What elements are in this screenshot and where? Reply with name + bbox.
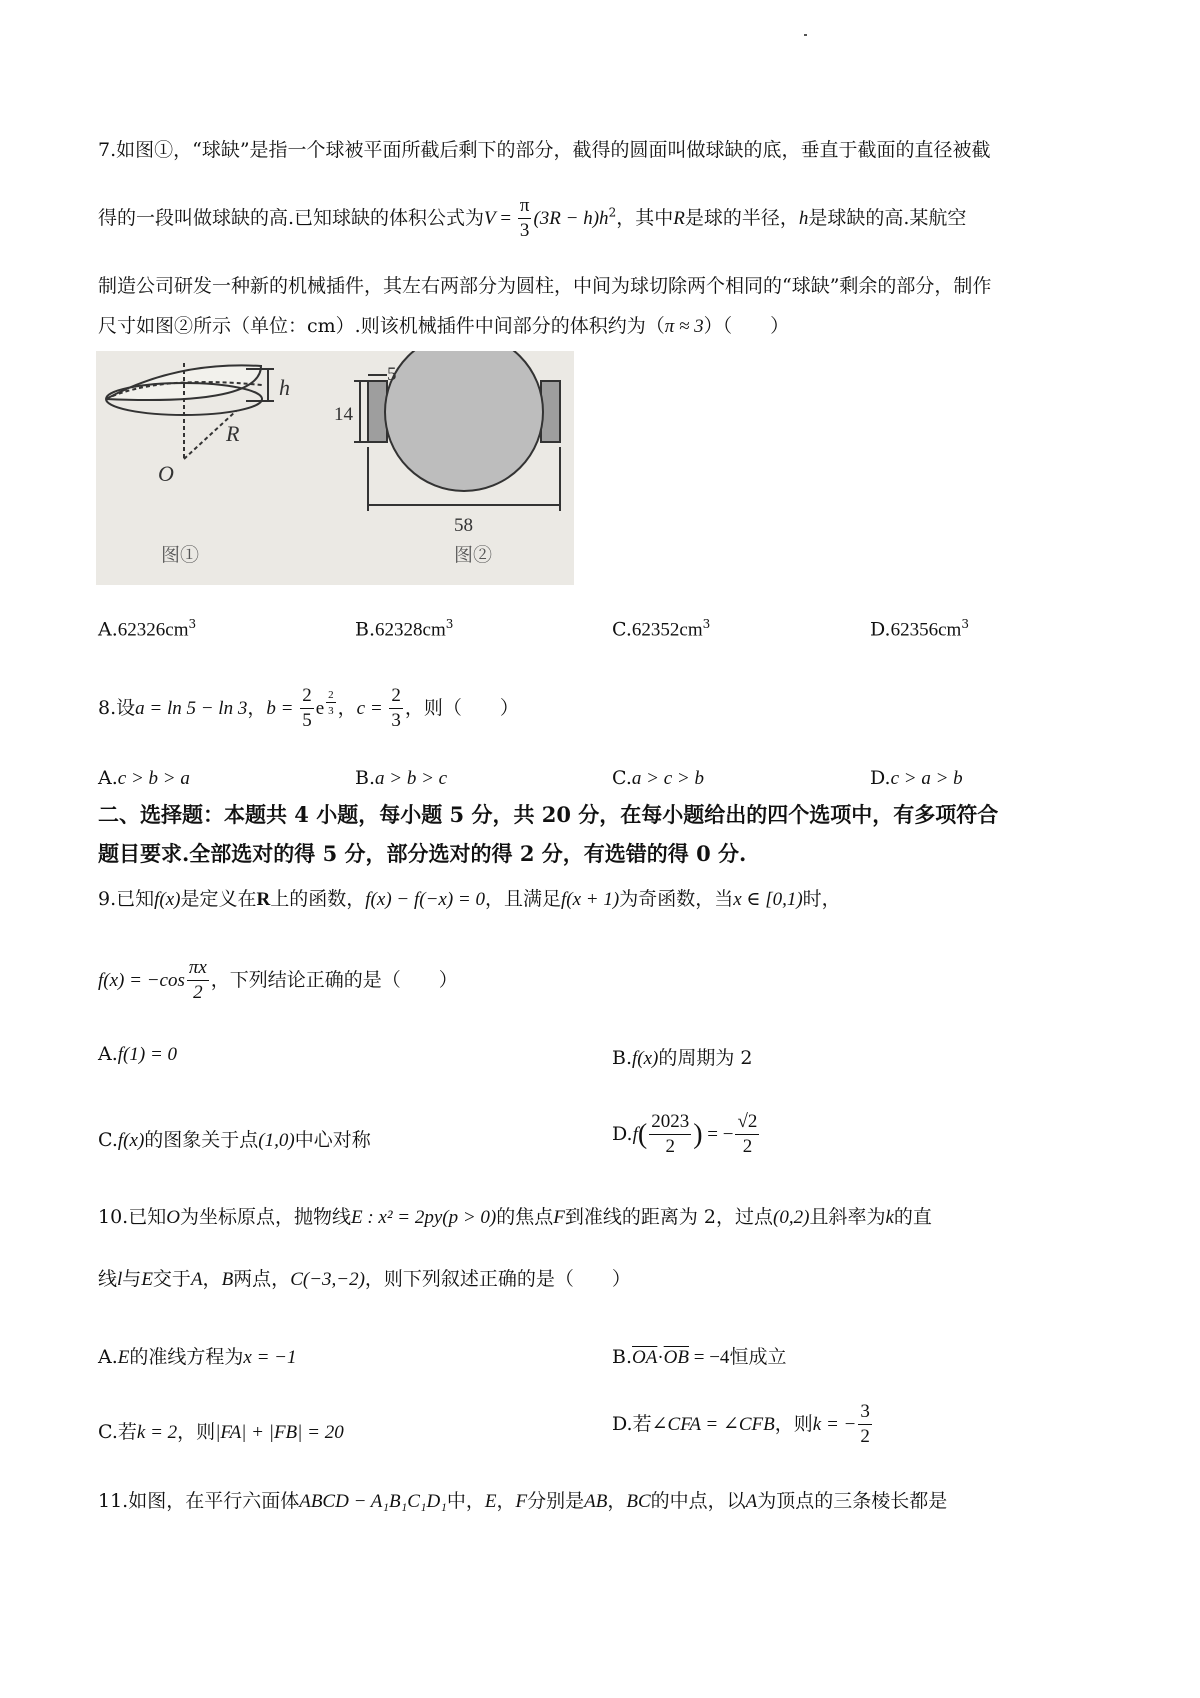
- section-2-heading-line-1: 二、选择题：本题共 4 小题，每小题 5 分，共 20 分，在每小题给出的四个选项中，有多项符合: [98, 802, 999, 827]
- fig1-spherical-cap: [106, 363, 274, 459]
- q8-option-b[interactable]: B.a > b > c: [355, 767, 448, 789]
- q7-line-2: 得的一段叫做球缺的高.已知球缺的体积公式为V = $\frac{\pi}{3}$ $(3R - h)h^2$，其中R是球的半径，h是球缺的高.某航空: [98, 195, 967, 241]
- fig1-label-h: h: [279, 375, 290, 400]
- q7-option-c[interactable]: $C.62352cm^3$: [612, 617, 711, 641]
- q9-line-1: 9.已知f(x)是定义在R上的函数，f(x) − f(−x) = 0，且满足f(x + 1)为奇函数，当x ∈ [0,1)时，: [98, 888, 841, 910]
- scan-speck: [804, 34, 807, 36]
- q8-option-a[interactable]: A.c > b > a: [98, 767, 190, 789]
- q7-option-d[interactable]: $D.62356cm^3$: [870, 617, 969, 641]
- fig2-insert: [354, 351, 560, 511]
- section-2-heading-line-2: 题目要求.全部选对的得 5 分，部分选对的得 2 分，有选错的得 0 分.: [98, 841, 747, 866]
- q8-option-d[interactable]: D.c > a > b: [870, 767, 963, 789]
- formula-fraction: $\frac{\pi}{3}$: [519, 195, 530, 241]
- q9-line-2: f(x) = −cos $\frac{\pi x}{2}$ ，下列结论正确的是（ ）: [98, 957, 458, 1003]
- q9-option-a[interactable]: A.f(1) = 0: [98, 1043, 178, 1065]
- q9-option-c[interactable]: C.f(x)的图象关于点(1,0)中心对称: [98, 1129, 371, 1151]
- fig2-dim-5: 5: [387, 364, 397, 385]
- q7-figure-svg: [96, 351, 574, 585]
- fig2-caption: 图②: [454, 544, 493, 566]
- q10-option-b[interactable]: $B.\overline{OA}\cdot\overline{OB} = -4$恒成立: [612, 1346, 787, 1368]
- q10-option-d[interactable]: D.若∠CFA = ∠CFB，则k = − $\frac{3}{2}$: [612, 1401, 870, 1447]
- fig1-label-o: O: [158, 461, 174, 486]
- q10-option-a[interactable]: A.E的准线方程为x = −1: [98, 1346, 297, 1368]
- fig1-label-r: R: [226, 421, 240, 446]
- q7-line-4: 尺寸如图②所示（单位：cm）.则该机械插件中间部分的体积约为（π ≈ 3）（ ）: [98, 315, 790, 337]
- q11-line-1: 11.如图，在平行六面体ABCD − A₁B₁C₁D₁中，E，F分别是AB，BC的中点，以A为顶点的三条棱长都是: [98, 1490, 948, 1512]
- q7-option-a[interactable]: $A.62326cm^3$: [98, 617, 197, 641]
- q7-figure: [96, 351, 574, 585]
- fig2-dim-14: 14: [334, 404, 353, 425]
- fig2-dim-58: 58: [454, 515, 473, 536]
- q7-line-3: 制造公司研发一种新的机械插件，其左右两部分为圆柱，中间为球切除两个相同的“球缺”剩余的部分，制作: [98, 275, 992, 297]
- q7-option-b[interactable]: $B.62328cm^3$: [355, 617, 454, 641]
- q10-line-2: 线l与E交于A，B两点，C(−3,−2)，则下列叙述正确的是（ ）: [98, 1268, 631, 1290]
- q10-line-1: 10.已知O为坐标原点，抛物线E : x² = 2py(p > 0)的焦点F到准线的距离为 2，过点(0,2)且斜率为k的直: [98, 1206, 932, 1228]
- q8-option-c[interactable]: C.a > c > b: [612, 767, 704, 789]
- q7-line-1: 7.如图①，“球缺”是指一个球被平面所截后剩下的部分，截得的圆面叫做球缺的底，垂直于截面的直径被截: [98, 139, 991, 161]
- fig1-caption: 图①: [161, 544, 200, 566]
- q9-option-d[interactable]: D.f( $\frac{2023}{2}$ ) = − $\frac{√2}{2}$: [612, 1111, 758, 1157]
- q10-option-c[interactable]: C.若k = 2，则|FA| + |FB| = 20: [98, 1421, 344, 1443]
- q9-option-b[interactable]: B.f(x)的周期为 2: [612, 1047, 753, 1069]
- q8-stem: 8.设a = ln 5 − ln 3，b = $\frac{2}{5}$ e $^{\frac{2}{3}}$ ，c = $\frac{2}{3}$ ，则（ ）: [98, 685, 519, 731]
